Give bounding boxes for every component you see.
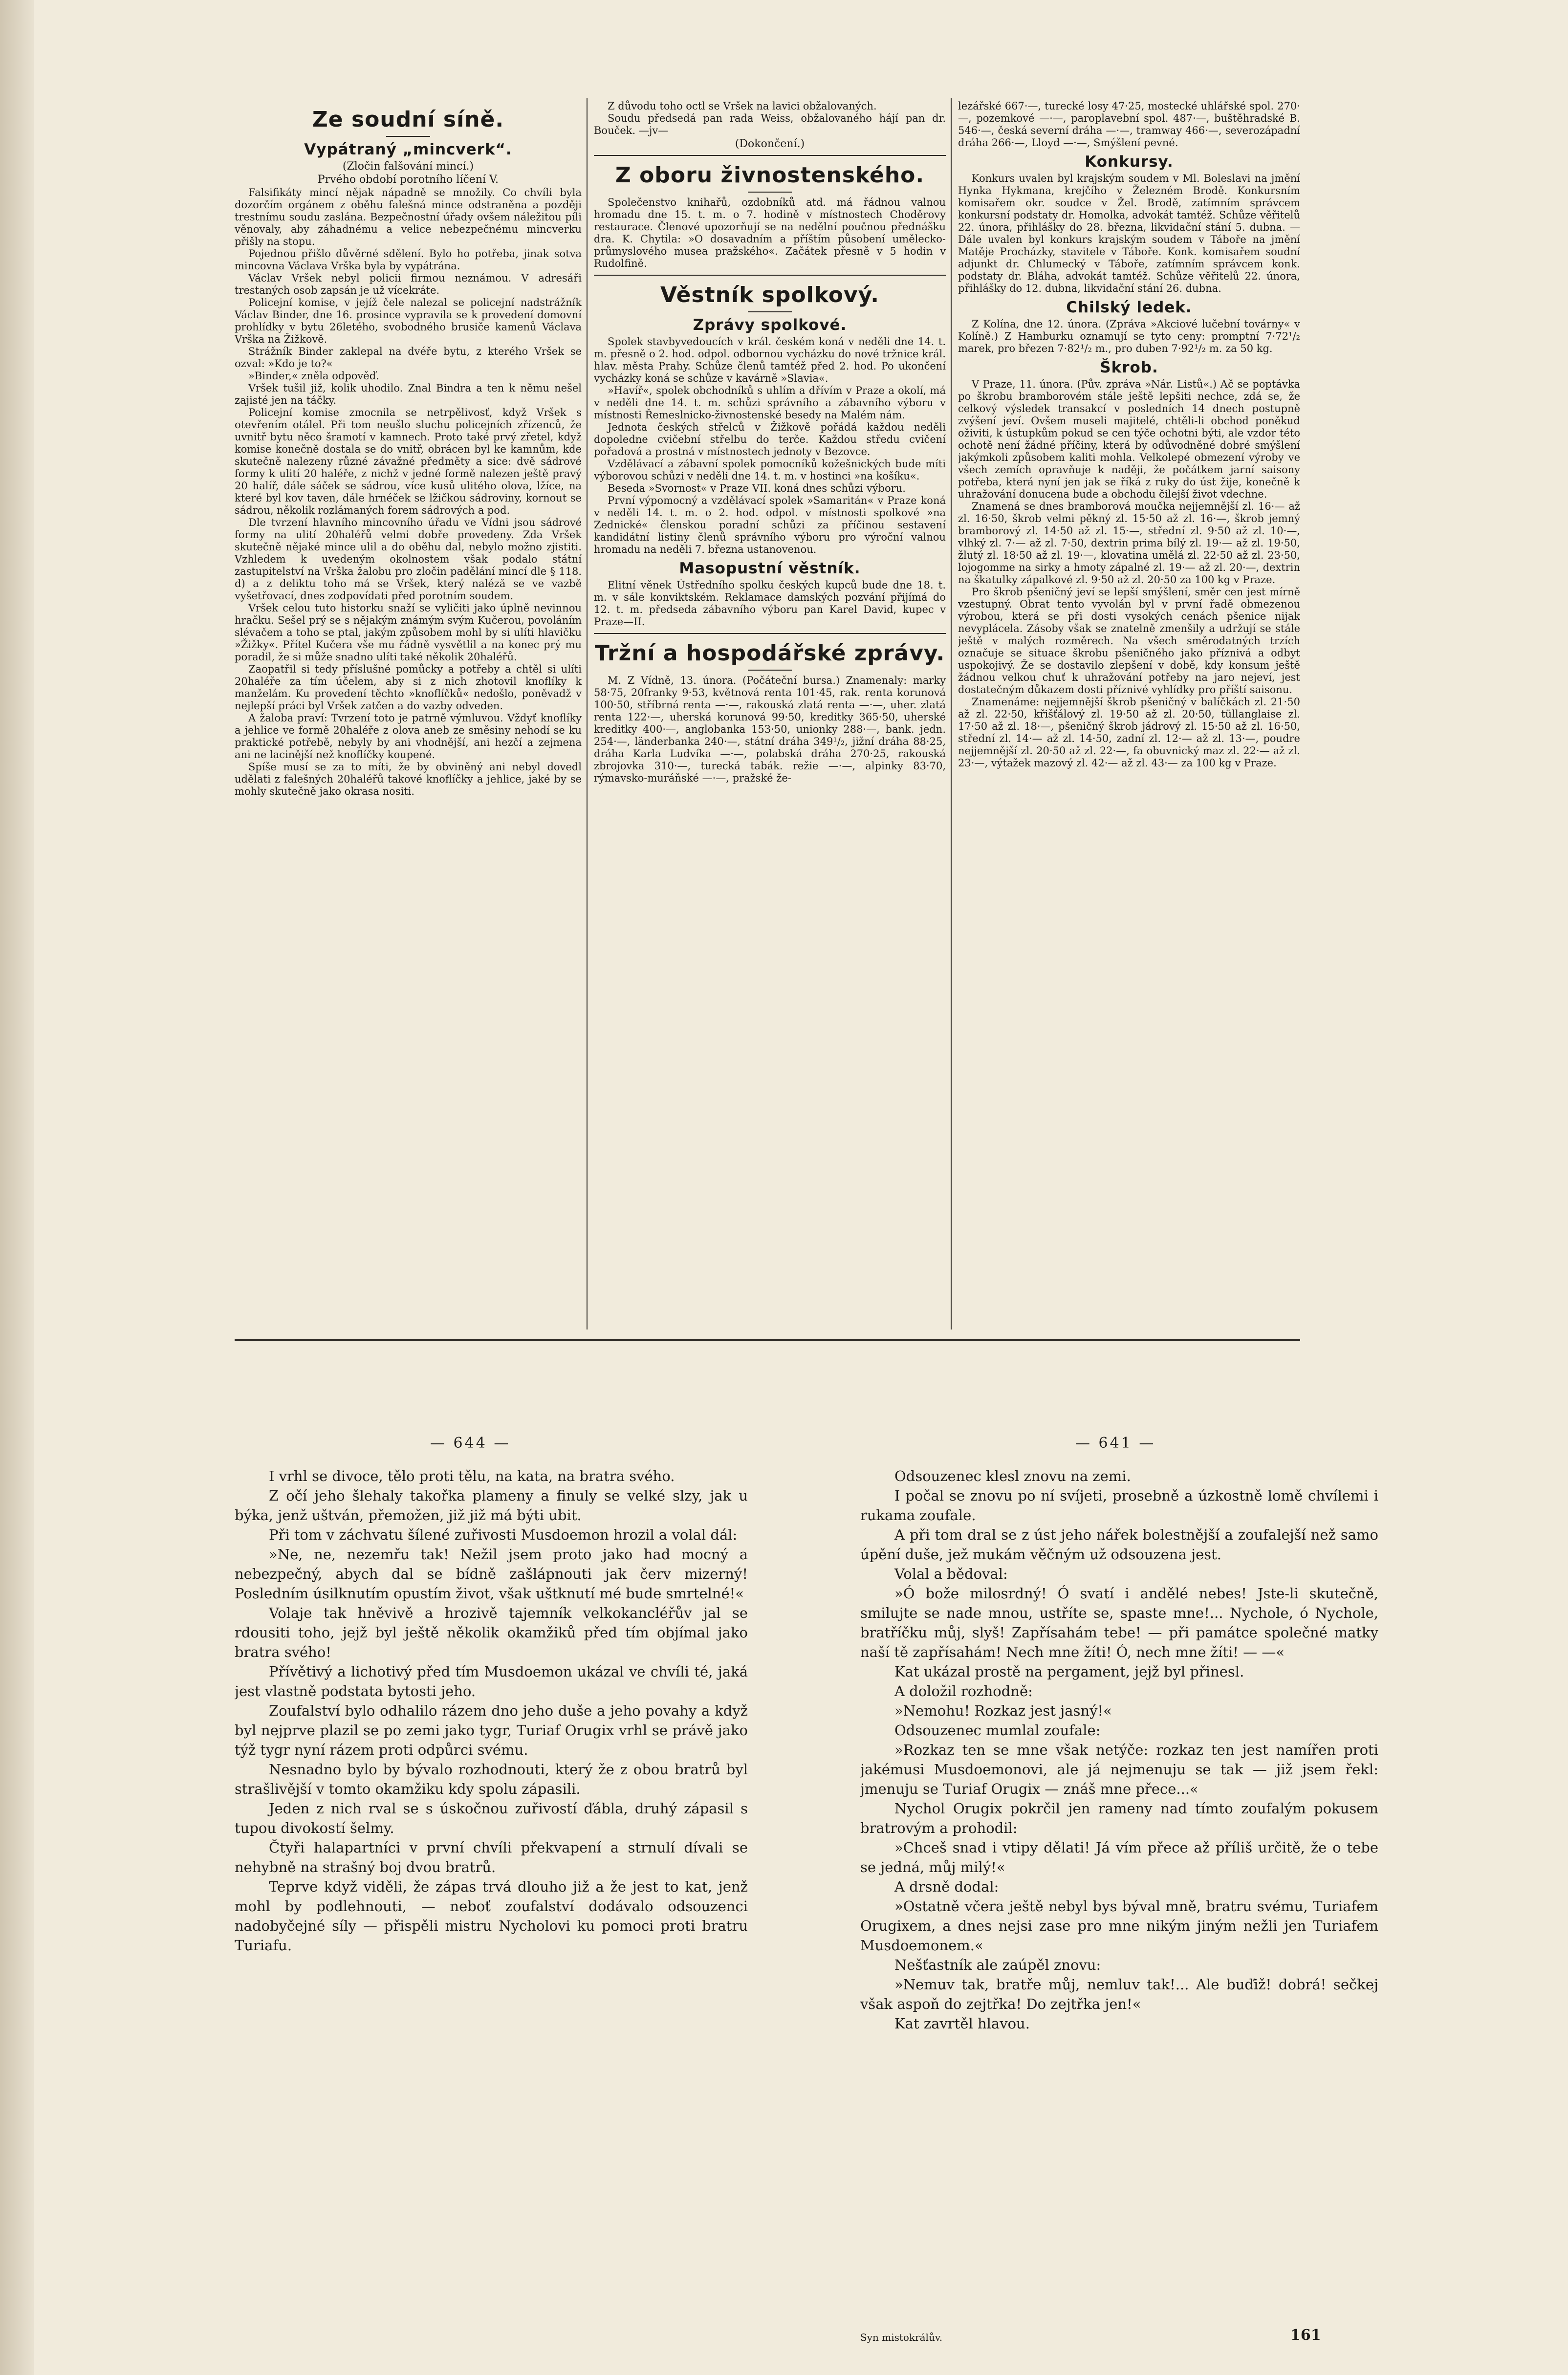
novel-paragraph: Teprve když viděli, že zápas trvá dlouho již a že jest to kat, jenž mohl by podlehnouti, — neboť zoufalství dodávalo odsouzenci nadobyčejné síly — přispěli mistru Nycholovi ku pomoci proti bratru Turiafu. [235,1878,748,1954]
news-paragraph: Beseda »Svornost« v Praze VII. koná dnes schůzi výboru. [608,482,906,494]
novel-paragraph: I vrhl se divoce, tělo proti tělu, na kata, na bratra svého. [269,1468,675,1484]
news-paragraph: V Praze, 11. února. (Pův. zpráva »Nár. Listů«.) Ač se poptávka po škrobu bramborovém stále ještě lepšiti nechce, zdá se, že celkový výsledek transakcí v posledních 14 dnech postupně zvýšení jeví. Ovšem museli majitelé, chtěli-li obchod poněkud oživiti, k ústupkům pokud se cen týče ochotni býti, ale vzdor této ochotě není žádné příčiny, která by odůvodněné dobré smýšlení jakýmkoli způsobem kaliti mohla. Velkolepé obmezení výroby ve všech zemích opravňuje k naději, že počátkem jarní saisony potřeba, která nyní jen jak se říká z ruky do úst žije, konečně k uhražování donucena bude a obchodu čilejší život vdechne. [958,378,1300,500]
column-court [235,100,582,1322]
article-paragraph: Spíše musí se za to míti, že by obviněný ani nebyl dovedl udělati z falešných 20haléřů takové knoflíčky a jehlice, jaké by se mohly skutečně jako okrasa nositi. [235,761,582,797]
news-paragraph: Konkurs uvalen byl krajským soudem v Ml. Boleslavi na jmění Hynka Hykmana, krejčího v Železném Brodě. Konkursním komisařem okr. soudce v Žel. Brodě, zatímním správcem konkursní podstaty dr. Homolka, advokát tamtéž. Schůze věřitelů 22. února, přihlášky do 28. března, likvidační stání 5. dubna. — Dále uvalen byl konkurs krajským soudem v Táboře na jmění Matěje Procházky, stavitele v Táboře. Konk. komisařem soudní adjunkt dr. Chlumecký v Táboře, zatímním správcem konk. podstaty dr. Bláha, advokát tamtéž. Schůze věřitelů 22. února, přihlášky do 12. dubna, likvidační stání 26. dubna. [958,173,1300,294]
markets-continued: lezářské 667·—, turecké losy 47·25, mostecké uhlářské spol. 270·—, pozemkové —·—, paroplavební spol. 487·—, buštěhradské B. 546·—, česká severní dráha —·—, tramway 466·—, severozápadní dráha 266·—, Lloyd —·—, Smýšlení pevné. [958,100,1300,149]
page-divider [235,1339,1300,1341]
article-conclusion [594,100,946,137]
section-title-markets: Tržní a hospodářské zprávy. [594,641,945,666]
divider [594,155,946,156]
binding-edge [0,0,34,2375]
article-paragraph: Vršek tušil již, kolik uhodilo. Znal Bindra a ten k němu nešel zajisté jen na táčky. [235,382,582,406]
column-right [958,100,1300,1322]
page-number: — 644 — [430,1435,511,1452]
subsection-title: Zprávy spolkové. [693,316,847,334]
article-paragraph: A žaloba praví: Tvrzení toto je patrně výmluvou. Vždyť knoflíky a jehlice ve formě 20haléře z olova aneb ze směsiny nehodí se ku praktické potřebě, nebyly by ani vhodnější, ani hezčí a zejmena ani ne lacinější než knoflíčky koupené. [235,712,582,761]
novel-page-right [860,1466,1378,2297]
divider [748,192,792,193]
novel-paragraph: »Ne, ne, nezemřu tak! Nežil jsem proto jako had mocný a nebezpečný, abych dal se bídně zašlápnouti jak červ mizerný! Posledním úsilknutím opustím život, však uštknutí mé bude smrtelné!« [235,1546,748,1602]
divider [748,670,792,671]
news-paragraph: »Havíř«, spolek obchodníků s uhlím a dřívím v Praze a okolí, má v neděli dne 14. t. m. schůzi správního a zábavního výboru v místnosti Řemeslnicko-živnostenské besedy na Malém nám. [594,385,946,421]
novel-paragraph: Z očí jeho šlehaly takořka plameny a finuly se velké slzy, jak u býka, jenž uštván, přemožen, již již má býti ubit. [235,1487,748,1524]
divider [594,633,946,634]
news-paragraph: Vzdělávací a zábavní spolek pomocníků kožešnických bude míti výborovou schůzi v neděli dne 14. t. m. v hostinci »na košíku«. [594,458,946,482]
associations-body [594,336,946,556]
novel-paragraph: Čtyři halapartníci v první chvíli překvapení a strnulí dívali se nehybně na strašný boj dvou bratrů. [235,1839,748,1875]
novel-paragraph: I počal se znovu po ní svíjeti, prosebně a úzkostně lomě chvílemi i rukama zoufale. [860,1487,1378,1524]
novel-page-left [235,1466,748,2297]
subsection-title: Škrob. [1100,359,1158,376]
bankruptcy-body [958,173,1300,295]
novel-paragraph: »Rozkaz ten se mne však netýče: rozkaz ten jest namířen proti jakémusi Musdoemonovi, ale já nejmenuju se tak — již jsem řekl: jmenuju se Turiaf Orugix — znáš mne přece...« [860,1742,1378,1797]
novel-title-footer: Syn mistokrálův. [860,2331,943,2343]
article-title: Vypátraný „mincverk“. [304,141,512,158]
novel-paragraph: Odsouzenec klesl znovu na zemi. [894,1468,1131,1484]
novel-paragraph: Zoufalství bylo odhalilo rázem dno jeho duše a jeho povahy a když byl nejprve plazil se po zemi jako tygr, Turiaf Orugix vrhl se právě jako týž tygr nyní rázem proti odpůrci svému. [235,1702,748,1758]
article-paragraph: Soudu předsedá pan rada Weiss, obžalovaného hájí pan dr. Bouček. —jv— [594,112,946,136]
article-body [235,187,582,798]
novel-paragraph: Jeden z nich rval se s úskočnou zuřivostí ďábla, druhý zápasil s tupou divokostí šelmy. [235,1800,748,1836]
article-paragraph: Dle tvrzení hlavního mincovního úřadu ve Vídni jsou sádrové formy na ulití 20haléřů velmi dobře provedeny. Zda Vršek skutečně nějaké mince ulil a do oběhu dal, nebylo možno zjistiti. Vzhledem k uvedeným okolnostem však podalo státní zastupitelství na Vrška žalobu pro zločin padělání mincí dle § 118. d) a z deliktu toho má se Vršek, který naléză se ve vazbě vyšetřovací, dnes zodpovídati před porotním soudem. [235,517,582,602]
novel-paragraph: Nešťastník ale zaúpěl znovu: [894,1957,1101,1973]
news-paragraph: Spolek stavbyvedoucích v král. českém koná v neděli dne 14. t. m. přesně o 2. hod. odpol. odbornou vycházku do nové tržnice král. hlav. města Prahy. Schůze členů tamtéž před 2. hod. Po ukončení vycházky koná se schůze v kavárně »Slavia«. [594,336,946,384]
novel-paragraph: Při tom v záchvatu šílené zuřivosti Musdoemon hrozil a volal dál: [269,1526,738,1543]
news-paragraph: Z Kolína, dne 12. února. (Zpráva »Akciové lučební továrny« v Kolíně.) Z Hamburku oznamují se tyto ceny: promptní 7·72¹/₂ marek, pro březen 7·82¹/₂ m., pro duben 7·92¹/₂ m. za 50 kg. [958,318,1300,354]
saltpeter-body [958,318,1300,355]
divider [386,136,430,137]
article-paragraph: Vršek celou tuto historku snaží se vyličiti jako úplně nevinnou hračku. Sešel prý se s nějakým známým svým Kučerou, povoláním slévačem a toho se ptal, jakým způsobem mohl by si ulíti hlavičku »Žižky«. Přítel Kučera vše mu řádně vysvětlil a na konec prý mu poradil, že si může snadno ulíti také několik 20haléřů. [235,602,582,663]
novel-paragraph: Odsouzenec mumlal zoufale: [894,1722,1101,1739]
divider [748,311,792,312]
novel-paragraph: Přívětivý a lichotivý před tím Musdoemon ukázal ve chvíli té, jaká jest vlastně podstata bytosti jeho. [235,1663,748,1700]
news-paragraph: Znamenáme: nejjemnější škrob pšeničný v balíčkách zl. 21·50 až zl. 22·50, křišťálový zl. 19·50 až zl. 20·50, tüllanglaise zl. 17·50 až zl. 18·—, pšeničný škrob jádrový zl. 15·50 až zl. 16·50, střední zl. 14·— až zl. 14·50, zadní zl. 12·— až zl. 13·—, poudre nejjemnější zl. 20·50 až zl. 22·—, fa obuvnický maz zl. 22·— až zl. 23·—, výtažek mazový zl. 42·— až zl. 43·— za 100 kg v Praze. [958,696,1300,769]
starch-body [958,378,1300,769]
novel-paragraph: Volal a bědoval: [894,1566,1008,1582]
article-intro: Prvého období porotního líčení V. [317,174,499,186]
article-paragraph: Václav Vršek nebyl policii firmou neznámou. V adresáři trestaných osob zapsán je už vícekráte. [235,272,582,296]
article-paragraph: Strážník Binder zaklepal na dvéře bytu, z kterého Vršek se ozval: »Kdo je to?« [235,346,582,370]
news-paragraph: Pro škrob pšeničný jeví se lepší smýšlení, směr cen jest mírně vzestupný. Obrat tento vyvolán byl v první řadě obmezenou výrobou, která se při dosti vysokých cenách pšenice nijak nevyplácela. Zásoby však se znatelně zmenšily a udržují se stále ještě v malých rozměrech. Na všech směrodatných trzích označuje se situace škrobu pšeničného jako příznivá a odbyt uspokojivý. Že se dostavilo zlepšení v době, kdy konsum ještě žádnou velkou chuť k uhražování potřeby na jaro nejeví, jest dostatečným důkazem dosti příznivé vyhlídky pro příští saisonu. [958,586,1300,696]
news-paragraph: Elitní věnek Ústředního spolku českých kupců bude dne 18. t. m. v sále konviktském. Reklamace damských pozvání přijímá do 12. t. m. předseda zábavního výboru pan Karel David, kupec v Praze—II. [594,579,946,628]
section-title-trade: Z oboru živnostenského. [615,163,925,188]
novel-paragraph: Volaje tak hněvivě a hrozivě tajemník velkokancléřův jal se rdousiti toho, jejž byl ještě několik okamžiků před tím objímal jako bratra svého! [235,1605,748,1660]
novel-paragraph: A drsně dodal: [894,1878,999,1895]
novel-paragraph: »Nemuv tak, bratře můj, nemluv tak!... Ale buďiž! dobrá! sečkej však aspoň do zejtřka! Do zejtřka jen!« [860,1976,1378,2012]
column-middle [594,100,946,1322]
novel-paragraph: A doložil rozhodně: [894,1683,1033,1700]
novel-paragraph: »Ostatně včera ještě nebyl bys býval mně, bratru svému, Turiafem Orugixem, a dnes nejsi zase pro mne nikým jiným nežli jen Turiafem Musdoemonem.« [860,1898,1378,1954]
article-paragraph: »Binder,« zněla odpověď. [248,370,379,382]
news-paragraph: Společenstvo knihařů, ozdobníků atd. má řádnou valnou hromadu dne 15. t. m. o 7. hodině v místnostech Choděrovy restaurace. Členové upozorňují se na nedělní poučnou přednášku dra. K. Chytila: »O dosavadním a příštím působení umělecko-průmyslového musea pražského«. Začátek přesně v 5 hodin v Rudolfině. [594,196,946,269]
column-divider [951,98,952,1329]
article-paragraph: Zaopatřil si tedy příslušné pomůcky a potřeby a chtěl si ulíti 20haléře za tím účelem, aby si z nich zhotovil knoflíky k manželám. Ku provedení těchto »knoflíčků« nedošlo, poněvadž v nejlepší práci byl Vršek zatčen a do vazby odveden. [235,663,582,712]
markets-body [594,675,946,784]
article-paragraph: Policejní komise zmocnila se netrpělivosť, když Vršek s otevřením otálel. Při tom neušlo sluchu policejních zřízenců, že uvnitř bytu něco šramotí v kamnech. Proto také prvý zřetel, když komise konečně dostala se do vnitř, obrácen byl ke kamnům, kde skutečně nalezeny různé závažné předměty a sice: dvě sádrové formy k ulití 20 haléře, z nichž v jedné formě nalezen ještě pravý 20 halíř, dále sáček se sádrou, více kusů ulitého olova, lžíce, na které byl kov taven, dále hrnéček se lžičkou sádroviny, kornout se sádrou, několik rozlámaných forem sádrových a pod. [235,407,582,516]
carnival-body [594,579,946,628]
column-divider [587,98,588,1329]
news-paragraph: Znamená se dnes bramborová moučka nejjemnější zl. 16·— až zl. 16·50, škrob velmi pěkný zl. 15·50 až zl. 16·—, škrob jemný bramborový zl. 14·50 až zl. 15·—, střední zl. 9·50 až zl. 10·—, vlhký zl. 7·— až zl. 7·50, dextrin prima bílý zl. 19·— až zl. 19·50, žlutý zl. 18·50 až zl. 19·—, klovatina umělá zl. 22·50 až zl. 23·50, lojogomme na sirky a hmoty zápalné zl. 19·— až zl. 20·—, dextrin na škatulky zápalkové zl. 9·50 až zl. 20·50 za 100 kg v Praze. [958,501,1300,586]
novel-paragraph: »Ó bože milosrdný! Ó svatí i andělé nebes! Jste-li skutečně, smilujte se nade mnou, ustříte se, spaste mne!... Nychole, ó Nychole, bratříčku můj, slyš! Zapřísahám tebe! — při památce společné matky naší tě zapřísahám! Nech mne žíti! Ó, nech mne žíti! — —« [860,1585,1378,1660]
divider [594,275,946,276]
subsection-title: Masopustní věstník. [679,560,861,577]
novel-paragraph: Kat zavrtěl hlavou. [894,2015,1030,2032]
article-paragraph: Z důvodu toho octl se Vršek na lavici obžalovaných. [608,100,877,112]
section-title-associations: Věstník spolkový. [660,283,880,307]
page-number: — 641 — [1075,1435,1156,1452]
subsection-title: Konkursy. [1085,153,1174,171]
signature-number: 161 [1290,2327,1321,2344]
trade-body [594,196,946,270]
novel-paragraph: A při tom dral se z úst jeho nářek bolestnější a zoufalejší než samo úpění duše, jež mukám věčným už odsouzena jest. [860,1526,1378,1563]
news-paragraph: Jednota českých střelců v Žižkově pořádá každou neděli dopoledne cvičební střelbu do terče. Každou středu cvičení pořadová a prostná v místnostech jednoty v Bezovce. [594,421,946,458]
article-subtitle: (Zločin falšování mincí.) [342,160,474,173]
article-paragraph: Policejní komise, v jejíž čele nalezal se policejní nadstrážník Václav Binder, dne 16. prosince vypravila se k provedení domovní prohlídky v bytu 26letého, svobodného brusiče kamenů Václava Vrška na Žižkově. [235,297,582,345]
news-paragraph: První výpomocný a vzdělávací spolek »Samaritán« v Praze koná v neděli 14. t. m. o 2. hod. odpol. v místnosti spolkové »na Zednické« členskou poradní schůzi za příčinou sestavení kandidátní listiny členů správního výboru pro výroční valnou hromadu na neděli 7. března ustanovenou. [594,495,946,555]
article-paragraph: Falsifikáty mincí nějak nápadně se množily. Co chvíli byla dozorčím orgánem z oběhu falešná mince odstraněna a později trestnímu soudu zaslána. Bezpečnostní úřady ovšem náležitou píli věnovaly, aby záhadnému a velice nebezpečnému mincverku přišly na stopu. [235,187,582,247]
novel-paragraph: »Chceš snad i vtipy dělati! Já vím přece až příliš určitě, že o tebe se jedná, můj milý!« [860,1839,1378,1875]
novel-paragraph: »Nemohu! Rozkaz jest jasný!« [894,1702,1112,1719]
novel-paragraph: Nychol Orugix pokrčil jen rameny nad tímto zoufalým pokusem bratrovým a prohodil: [860,1800,1378,1836]
article-paragraph: Pojednou přišlo důvěrné sdělení. Bylo ho potřeba, jinak sotva mincovna Václava Vrška byla by vypátrána. [235,248,582,272]
subsection-title: Chilský ledek. [1066,299,1192,316]
news-paragraph: M. Z Vídně, 13. února. (Počáteční bursa.) Znamenaly: marky 58·75, 20franky 9·53, květnová renta 101·45, rak. renta korunová 100·50, stříbrná renta —·—, rakouská zlatá renta —·—, uher. zlatá renta 122·—, uherská korunová 99·50, kreditky 365·50, uherské kreditky 400·—, anglobanka 153·50, unionky 288·—, bank. jedn. 254·—, länderbanka 240·—, státní dráha 349¹/₂, jižní dráha 88·25, dráha Karla Ludvíka —·—, polabská dráha 270·25, rakouská zbrojovka 310·—, turecká tabák. režie —·—, alpinky 83·70, rýmavsko-muráňské —·—, pražské že- [594,675,946,784]
section-title-court: Ze soudní síně. [312,107,504,132]
novel-paragraph: Nesnadno bylo by bývalo rozhodnouti, který že z obou bratrů byl strašlivější v tomto okamžiku kdy spolu zápasili. [235,1761,748,1797]
continued-note: (Dokončení.) [735,138,805,150]
novel-paragraph: Kat ukázal prostě na pergament, jejž byl přinesl. [894,1663,1244,1680]
